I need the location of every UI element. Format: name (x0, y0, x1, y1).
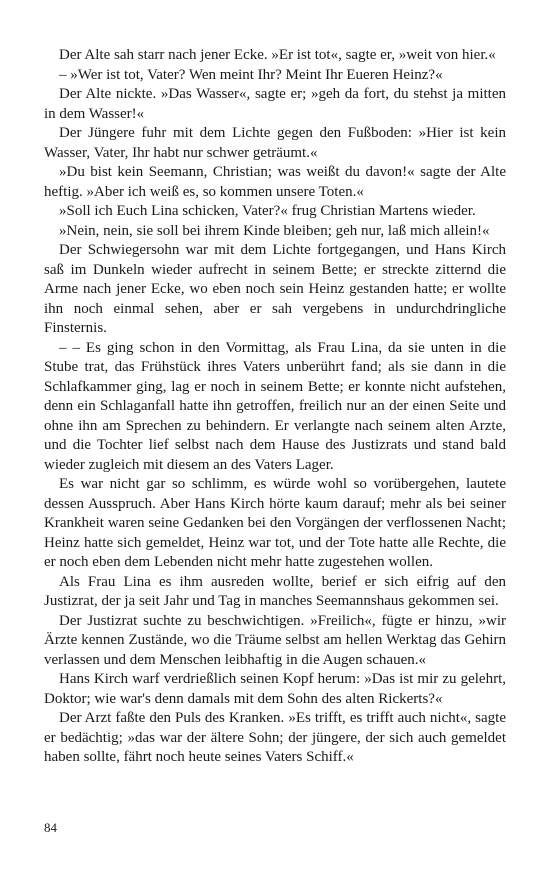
paragraph: Der Schwiegersohn war mit dem Lichte fortgegangen, und Hans Kirch saß im Dunkeln wieder aufrecht in seinem Bette; er streckte zitternd die Arme nach jener Ecke, wo eben noch sein Heinz gestanden hatte; er wollte ihn noch einmal sehen, aber er sah vergebens in undurchdringliche Finsternis. (44, 242, 506, 336)
paragraph: – – Es ging schon in den Vormittag, als Frau Lina, da sie unten in die Stube trat, das Frühstück ihres Vaters unberührt fand; als sie dann in die Schlafkammer ging, lag er noch in seinem Bette; er konnte nicht aufstehen, denn ein Schlaganfall hatte ihn getroffen, freilich nur an der einen Seite und ohne ihn am Sprechen zu behindern. Er verlangte nach seinem alten Arzte, und die Tochter lief selbst nach dem Hause des Justizrats und stand bald wieder zugleich mit diesem an des Vaters Lager. (44, 339, 506, 473)
body-text (44, 46, 506, 768)
paragraph: – »Wer ist tot, Vater? Wen meint Ihr? Meint Ihr Eueren Heinz?« (59, 66, 443, 83)
paragraph: Es war nicht gar so schlimm, es würde wohl so vorübergehen, lautete dessen Ausspruch. Aber Hans Kirch hörte kaum darauf; mehr als bei seiner Krankheit waren seine Gedanken bei den Vorgängen der verflossenen Nacht; Heinz hatte sich gemeldet, Heinz war tot, und der Tote hatte alle Rechte, die er noch eben dem Lebenden nicht mehr hatte zugestehen wollen. (44, 476, 506, 570)
paragraph: »Soll ich Euch Lina schicken, Vater?« frug Christian Martens wieder. (59, 203, 476, 219)
paragraph: »Nein, nein, sie soll bei ihrem Kinde bleiben; geh nur, laß mich allein!« (59, 222, 490, 239)
paragraph: Der Justizrat suchte zu beschwichtigen. »Freilich«, fügte er hinzu, »wir Ärzte kennen Zustände, wo die Träume selbst am hellen Werktag das Gehirn verlassen und dem Menschen leibhaftig in die Augen schauen.« (44, 612, 506, 668)
paragraph: Hans Kirch warf verdrießlich seinen Kopf herum: »Das ist mir zu gelehrt, Doktor; wie war's denn damals mit dem Sohn des alten Rickerts?« (44, 671, 506, 707)
paragraph: Der Jüngere fuhr mit dem Lichte gegen den Fußboden: »Hier ist kein Wasser, Vater, Ihr habt nur schwer geträumt.« (44, 125, 506, 161)
paragraph: Der Arzt faßte den Puls des Kranken. »Es trifft, es trifft auch nicht«, sagte er bedächtig; »das war der ältere Sohn; der jüngere, der sich auch gemeldet haben sollte, fährt noch heute seines Vaters Schiff.« (44, 710, 506, 765)
paragraph: Als Frau Lina es ihm ausreden wollte, berief er sich eifrig auf den Justizrat, der ja seit Jahr und Tag in manches Seemannshaus gekommen sei. (44, 573, 506, 609)
paragraph: Der Alte nickte. »Das Wasser«, sagte er; »geh da fort, du stehst ja mitten in dem Wasser!« (44, 86, 506, 122)
page-number: 84 (44, 820, 57, 835)
paragraph: »Du bist kein Seemann, Christian; was weißt du davon!« sagte der Alte heftig. »Aber ich weiß es, so kommen unsere Toten.« (44, 164, 506, 200)
paragraph: Der Alte sah starr nach jener Ecke. »Er ist tot«, sagte er, »weit von hier.« (59, 47, 496, 63)
